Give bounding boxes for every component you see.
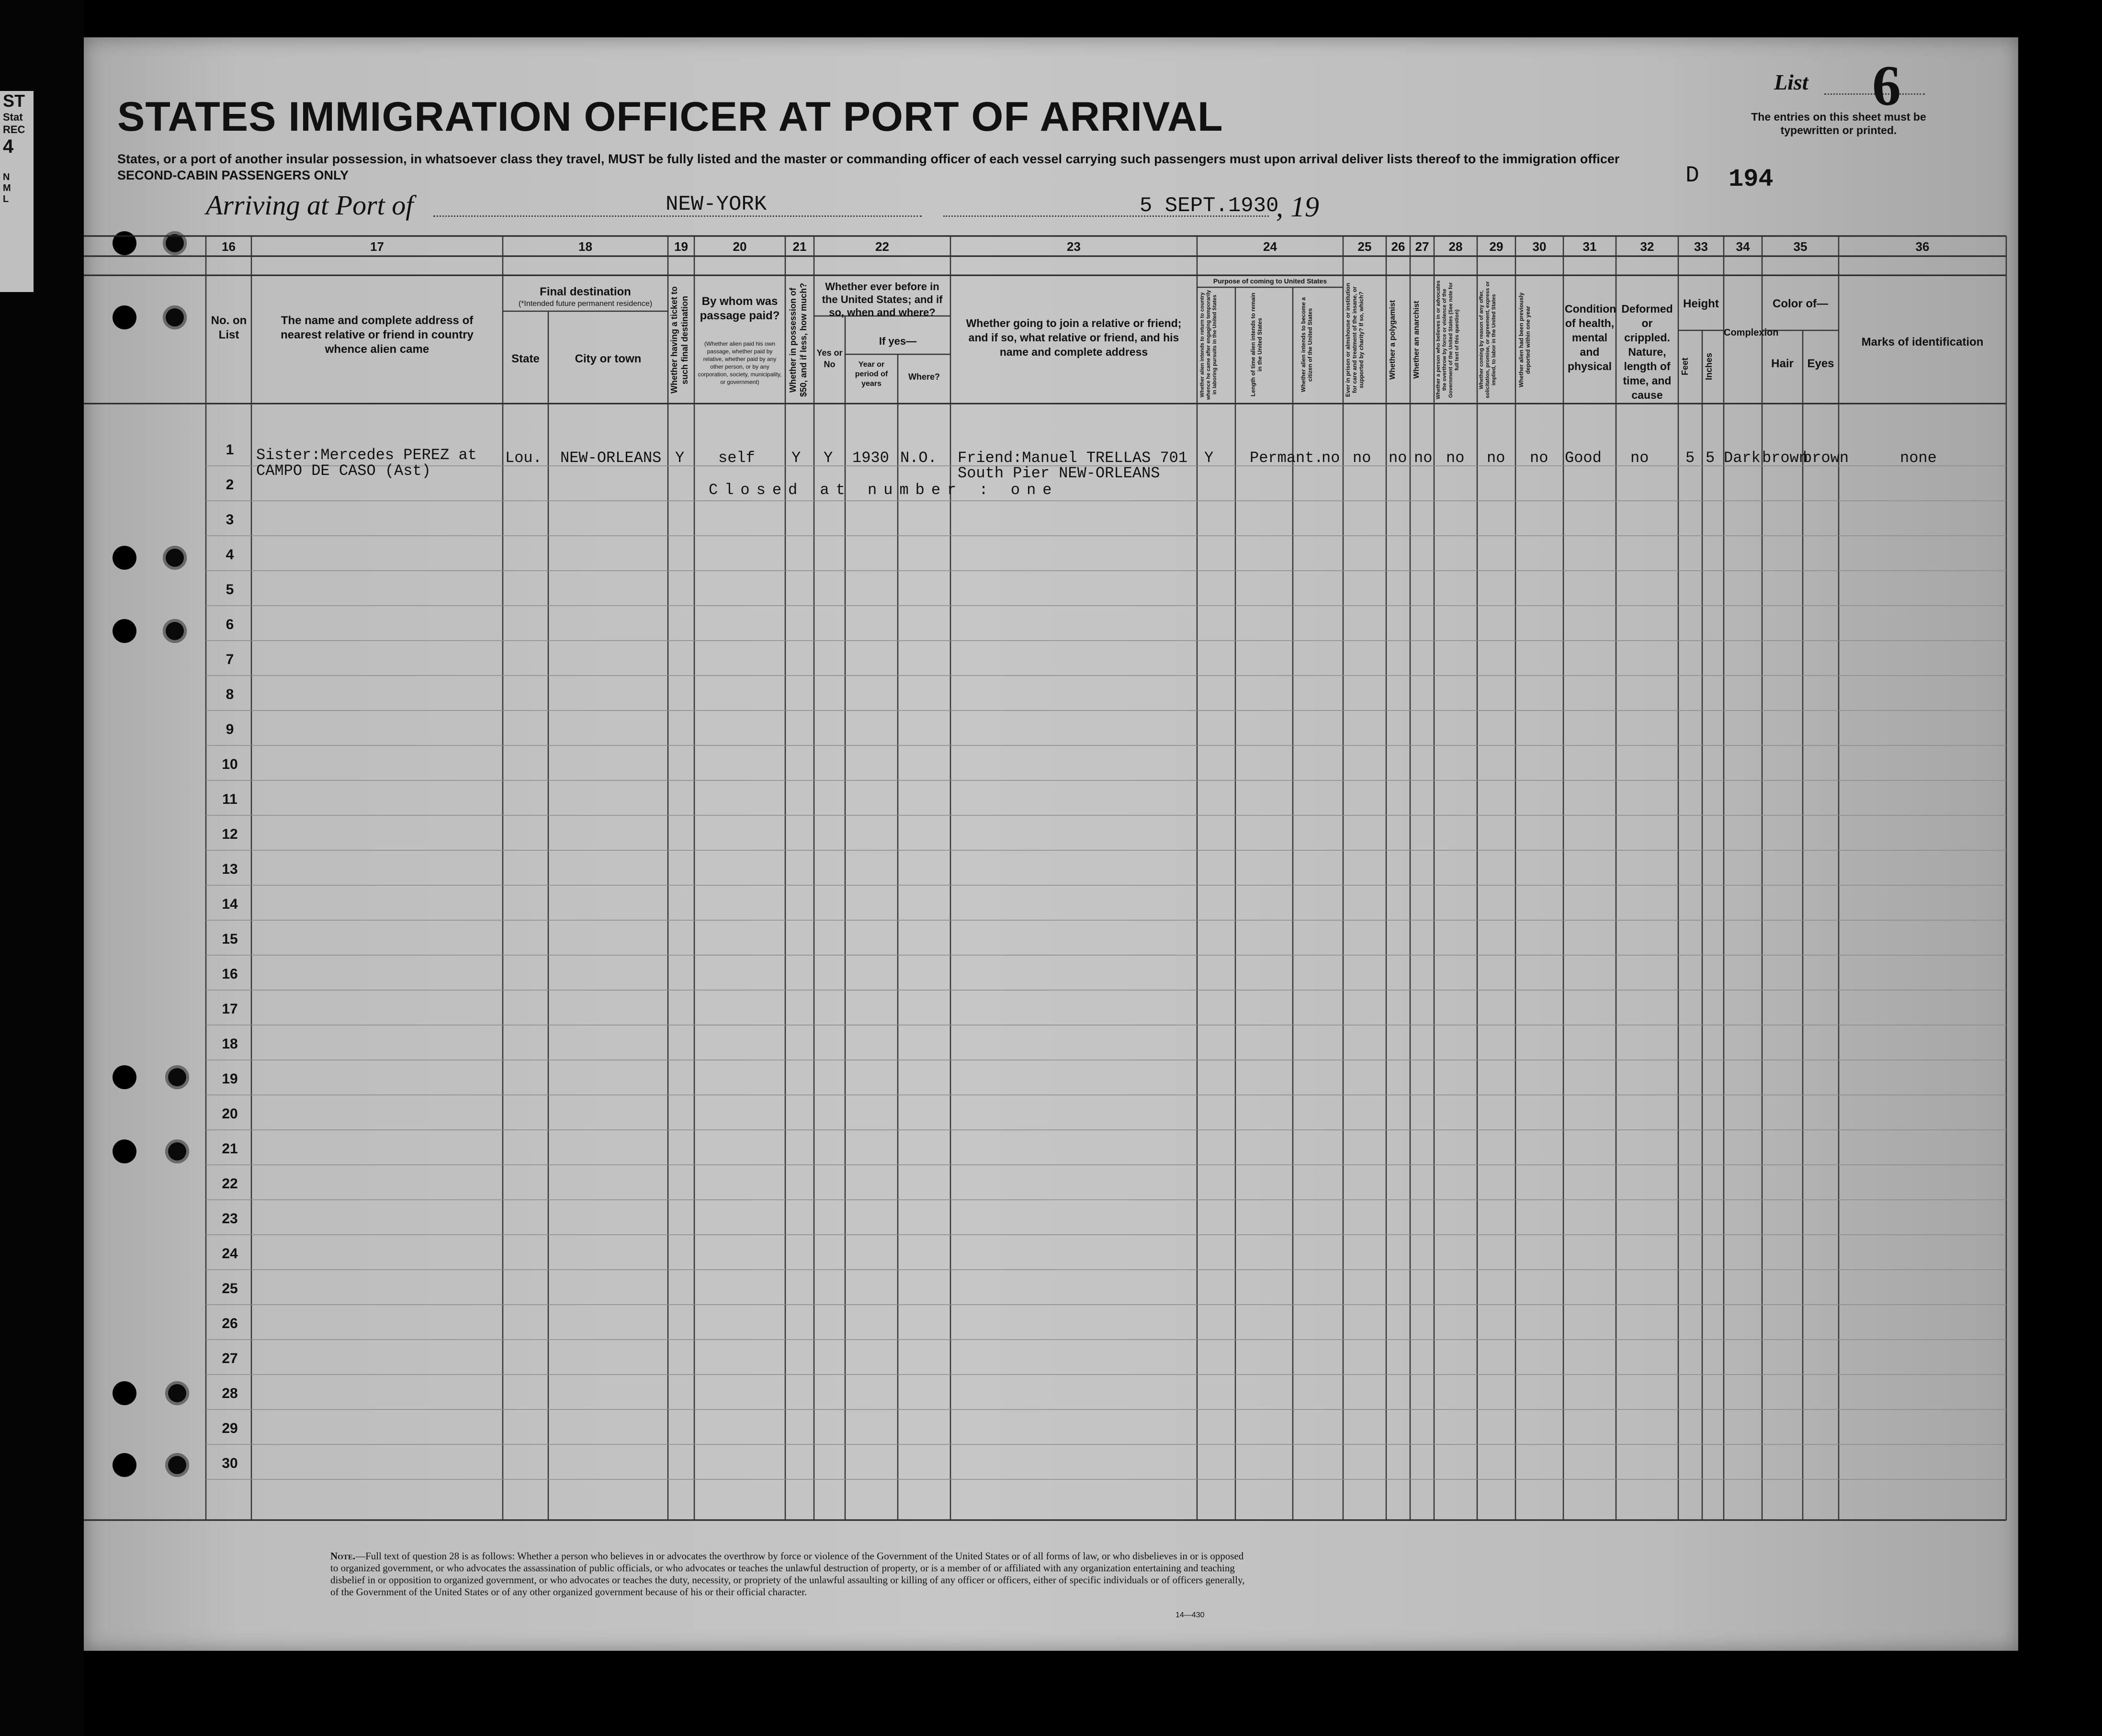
hair-value: brown xyxy=(1762,449,1808,467)
row-number: 27 xyxy=(222,1351,238,1366)
deported-value: no xyxy=(1530,449,1548,467)
column-number: 24 xyxy=(1263,239,1277,254)
column-subheading-eyes: Eyes xyxy=(1807,357,1834,370)
column-heading-deported: Whether alien had been previously deported within one year xyxy=(1518,292,1531,388)
anarchist-value: no xyxy=(1414,449,1433,467)
column-heading-passage-paid: By whom was passage paid? xyxy=(700,295,780,322)
row-number: 18 xyxy=(222,1036,238,1052)
column-subheading-hair: Hair xyxy=(1771,357,1794,370)
row-number: 17 xyxy=(222,1001,238,1017)
typewritten-note: The entries on this sheet must be typewritten or printed. xyxy=(1751,111,1926,136)
column-subheading-return: Whether alien intends to return to country whence he came after engaging temporarily in laboring pursuits in the United States xyxy=(1199,290,1218,400)
destination-state: Lou. xyxy=(505,449,542,467)
column-heading-color-of: Color of— xyxy=(1773,297,1828,310)
row-number: 15 xyxy=(222,931,238,947)
column-heading-height: Height xyxy=(1683,297,1719,310)
height-inches-value: 5 xyxy=(1706,449,1715,467)
column-number: 22 xyxy=(875,239,889,254)
row-number: 2 xyxy=(226,477,234,493)
fragment-line: REC xyxy=(3,124,25,135)
column-number: 33 xyxy=(1694,239,1708,254)
row-number: 29 xyxy=(222,1420,238,1436)
column-subheading-length: Length of time alien intends to remain in the United States xyxy=(1250,293,1263,397)
row-number: 23 xyxy=(222,1211,238,1227)
row-number: 11 xyxy=(222,791,237,807)
before-in-us-value: Y xyxy=(824,449,833,467)
row-number: 10 xyxy=(222,756,238,772)
list-number: 6 xyxy=(1872,54,1901,117)
row-number: 6 xyxy=(226,617,234,632)
health-value: Good xyxy=(1565,449,1602,467)
row-number: 21 xyxy=(222,1141,238,1157)
complexion-value: Dark xyxy=(1724,449,1761,467)
column-heading-marks: Marks of identification xyxy=(1861,336,1984,349)
column-number: 29 xyxy=(1489,239,1503,254)
year-label: , 19 xyxy=(1276,191,1319,223)
footer-note-text: —Full text of question 28 is as follows: Whether a person who believes in or advocates the overthrow by force or violence of the Government of the United States or of all forms of law, or who disbelieves in or is opposed to organized government, or who advocates the assassination of public officials, or who advocates or teaches the unlawful destruction of property, or is a member of or affiliated with any organization entertaining and teaching disbelief in or opposition to organized government, or who advocates or teaches the duty, necessity, or propriety of the unlawful assaulting or killing of any officer or officers, either of specific individuals or of officers generally, of the Government of the United States or of any other organized government because of his or their official character. xyxy=(330,1550,1245,1598)
column-heading-deformed: Deformed or crippled. Nature, length of time, and cause xyxy=(1621,303,1673,401)
column-heading-nearest-relative: The name and complete address of nearest relative or friend in country whence alien came xyxy=(281,314,474,356)
row-number: 7 xyxy=(226,652,234,667)
row-number: 5 xyxy=(226,582,234,597)
row-number: 12 xyxy=(222,826,238,842)
row-number: 28 xyxy=(222,1386,238,1401)
fragment-line: Stat xyxy=(3,111,23,123)
stamp-number: 194 xyxy=(1729,165,1774,193)
column-heading-final-destination: Final destination xyxy=(540,285,631,298)
column-number: 27 xyxy=(1415,239,1429,254)
marks-value: none xyxy=(1900,449,1937,467)
fragment-line: 4 xyxy=(3,136,14,157)
length-value: Permant. xyxy=(1250,449,1323,467)
has-fifty-value: Y xyxy=(791,449,801,467)
column-subheading-yes-no: Yes or No xyxy=(816,348,843,369)
column-heading-no-on-list: No. on List xyxy=(211,314,247,341)
column-number: 17 xyxy=(370,239,384,254)
height-feet-value: 5 xyxy=(1685,449,1695,467)
fragment-line: N xyxy=(3,172,10,182)
overthrow-value: no xyxy=(1446,449,1465,467)
page-title: STATES IMMIGRATION OFFICER AT PORT OF ARRIVAL xyxy=(117,94,1223,140)
row-number: 9 xyxy=(226,721,234,737)
class-note: SECOND-CABIN PASSENGERS ONLY xyxy=(117,168,349,182)
year-value: 1930 xyxy=(852,449,889,467)
joining-line: South Pier NEW-ORLEANS xyxy=(958,464,1160,482)
column-subheading-where: Where? xyxy=(908,372,940,382)
column-subheading-if-yes: If yes— xyxy=(879,335,917,347)
column-number: 26 xyxy=(1391,239,1405,254)
arrival-date: 5 SEPT.1930 xyxy=(1140,194,1279,218)
relative-address-line: CAMPO DE CASO (Ast) xyxy=(256,462,431,480)
column-heading-before-in-us: Whether ever before in the United States; and if so, when and where? xyxy=(822,281,943,318)
column-subheading-passage-detail: (Whether alien paid his own passage, whether paid by relative, whether paid by any other person, or by any corporation, society, municipality, or government) xyxy=(698,340,782,385)
fragment-line: L xyxy=(3,194,9,204)
row-number: 8 xyxy=(226,687,234,702)
column-number: 21 xyxy=(792,239,807,254)
row-number: 22 xyxy=(222,1176,238,1192)
form-code: 14—430 xyxy=(1175,1611,1205,1619)
column-number: 34 xyxy=(1736,239,1750,254)
row-number: 30 xyxy=(222,1455,238,1471)
where-value: N.O. xyxy=(900,449,937,467)
column-subheading-feet: Feet xyxy=(1680,357,1690,375)
passage-paid-value: self xyxy=(718,449,755,467)
row-number: 26 xyxy=(222,1316,238,1331)
column-number: 23 xyxy=(1067,239,1081,254)
row-number: 3 xyxy=(226,512,234,528)
column-heading-overthrow: Whether a person who believes in or advocates the overthrow by force or violence of the Government of the United States (See note for full text of this question) xyxy=(1435,280,1460,400)
footer-note xyxy=(330,1550,1250,1598)
row-number: 24 xyxy=(222,1246,238,1262)
column-number: 25 xyxy=(1357,239,1372,254)
citizen-value: no xyxy=(1322,449,1340,467)
joining-line: Friend:Manuel TRELLAS 701 xyxy=(958,449,1188,467)
column-heading-health: Condition of health, mental and physical xyxy=(1565,303,1616,372)
row-number: 14 xyxy=(222,896,238,912)
column-number: 28 xyxy=(1448,239,1463,254)
column-heading-joining: Whether going to join a relative or friend; and if so, what relative or friend, and his name and complete address xyxy=(966,317,1182,358)
return-value: Y xyxy=(1204,449,1214,467)
column-number: 18 xyxy=(578,239,592,254)
relative-address-line: Sister:Mercedes PEREZ at xyxy=(256,446,477,464)
labor-value: no xyxy=(1487,449,1505,467)
eyes-value: brown xyxy=(1803,449,1849,467)
column-heading-ticket: Whether having a ticket to such final destination xyxy=(669,286,689,394)
column-number: 19 xyxy=(674,239,688,254)
row-number: 1 xyxy=(226,442,234,458)
column-number: 32 xyxy=(1640,239,1654,254)
deformed-value: no xyxy=(1630,449,1649,467)
column-heading-labor: Whether coming by reason of any offer, solicitation, promise, or agreement, express or implied, to labor in the United States xyxy=(1479,281,1497,399)
ticket-value: Y xyxy=(675,449,685,467)
column-subheading-city: City or town xyxy=(575,352,642,365)
column-heading-polygamist: Whether a polygamist xyxy=(1389,300,1397,380)
column-number: 16 xyxy=(222,239,236,254)
row-number: 4 xyxy=(226,547,234,563)
list-label: List xyxy=(1774,70,1808,94)
row-number: 19 xyxy=(222,1071,238,1087)
row-number: 25 xyxy=(222,1281,238,1296)
row-number: 20 xyxy=(222,1106,238,1122)
destination-city: NEW-ORLEANS xyxy=(560,449,662,467)
row-number: 16 xyxy=(222,966,238,982)
arriving-label: Arriving at Port of xyxy=(206,190,414,221)
column-subheading-citizen: Whether alien intends to become a citizen of the United States xyxy=(1300,297,1313,393)
column-number: 36 xyxy=(1915,239,1930,254)
column-number: 30 xyxy=(1532,239,1547,254)
instruction-line: States, or a port of another insular possession, in whatsoever class they travel, MUST be fully listed and the master or commanding officer of each vessel carrying such passengers must upon arrival deliver lists thereof to the immigration officer xyxy=(117,152,1620,166)
column-subheading-state: State xyxy=(511,352,540,365)
column-number: 20 xyxy=(733,239,747,254)
column-heading-complexion: Complexion xyxy=(1724,327,1779,338)
closed-note: Closed at number : one xyxy=(709,481,1059,499)
fragment-line: M xyxy=(3,183,11,193)
column-subheading-year: Year or period of years xyxy=(855,361,888,388)
port-value: NEW-YORK xyxy=(666,192,767,216)
column-number: 35 xyxy=(1793,239,1808,254)
row-number: 13 xyxy=(222,861,238,877)
polygamist-value: no xyxy=(1389,449,1407,467)
stamp-letter: D xyxy=(1685,163,1699,189)
column-heading-prison: Ever in prison or almshouse or institution for care and treatment of the insane, or supported by charity? If so, which? xyxy=(1345,282,1365,397)
prison-value: no xyxy=(1353,449,1371,467)
column-heading-purpose: Purpose of coming to United States xyxy=(1213,277,1327,285)
column-subheading-inches: Inches xyxy=(1704,352,1714,380)
column-subheading-residence: (*Intended future permanent residence) xyxy=(518,300,653,308)
footer-note-label: Note. xyxy=(330,1550,356,1562)
fragment-line: ST xyxy=(3,91,25,111)
column-heading-fifty-dollars: Whether in possession of $50, and if less, how much? xyxy=(788,282,808,397)
column-heading-anarchist: Whether an anarchist xyxy=(1413,301,1421,379)
column-number: 31 xyxy=(1582,239,1597,254)
